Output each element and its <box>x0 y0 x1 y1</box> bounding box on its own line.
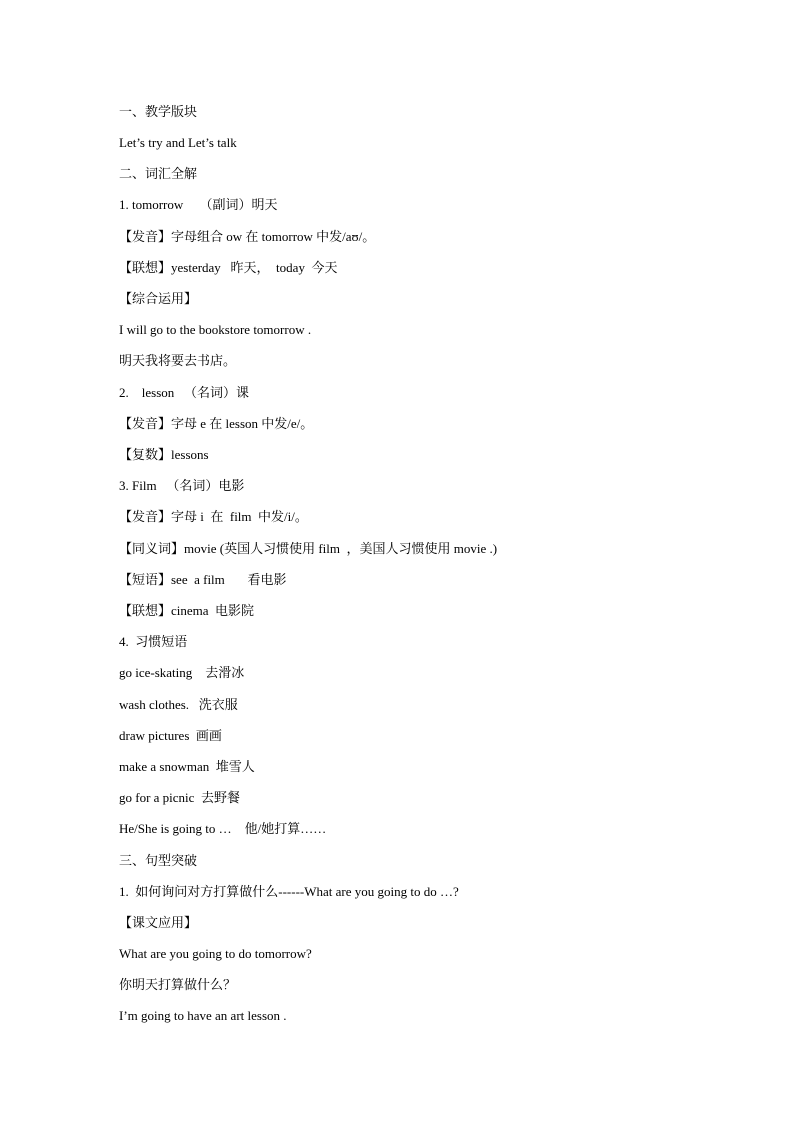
synonym-film: 【同义词】movie (英国人习惯使用 film ，美国人习惯使用 movie .) <box>119 541 498 556</box>
phrase-film: 【短语】see a film 看电影 <box>119 572 287 587</box>
association-film: 【联想】cinema 电影院 <box>119 603 255 618</box>
section-heading-teaching-block: 一、教学版块 <box>119 104 198 119</box>
pronunciation-film: 【发音】字母 i 在 film 中发/i/。 <box>119 509 308 524</box>
usage-heading: 【综合运用】 <box>119 291 198 306</box>
phrase-picnic: go for a picnic 去野餐 <box>119 790 240 805</box>
pronunciation-lesson: 【发音】字母 e 在 lesson 中发/e/。 <box>119 416 314 431</box>
vocab-film: 3. Film （名词）电影 <box>119 478 245 493</box>
example-sentence-zh: 明天我将要去书店。 <box>119 353 237 368</box>
phrase-ice-skating: go ice-skating 去滑冰 <box>119 665 245 680</box>
vocab-tomorrow: 1. tomorrow （副词）明天 <box>119 197 278 212</box>
association-tomorrow: 【联想】yesterday 昨天， today 今天 <box>119 260 338 275</box>
pronunciation-tomorrow: 【发音】字母组合 ow 在 tomorrow 中发/aʊ/。 <box>119 229 376 244</box>
section-heading-sentences: 三、句型突破 <box>119 853 198 868</box>
plural-lesson: 【复数】lessons <box>119 447 209 462</box>
sentence-pattern-1: 1. 如何询问对方打算做什么------What are you going to do …? <box>119 884 459 899</box>
question-en: What are you going to do tomorrow? <box>119 946 312 961</box>
phrase-make-snowman: make a snowman 堆雪人 <box>119 759 255 774</box>
example-sentence-en: I will go to the bookstore tomorrow . <box>119 322 312 337</box>
question-zh: 你明天打算做什么？ <box>119 977 237 992</box>
vocab-lesson: 2. lesson （名词）课 <box>119 385 250 400</box>
phrase-going-to: He/She is going to … 他/她打算…… <box>119 821 327 836</box>
answer-en: I’m going to have an art lesson . <box>119 1008 287 1023</box>
phrase-draw-pictures: draw pictures 画画 <box>119 728 222 743</box>
text-application-heading: 【课文应用】 <box>119 915 198 930</box>
vocab-phrases-heading: 4. 习惯短语 <box>119 634 188 649</box>
lesson-title: Let’s try and Let’s talk <box>119 135 237 150</box>
phrase-wash-clothes: wash clothes. 洗衣服 <box>119 697 238 712</box>
section-heading-vocabulary: 二、词汇全解 <box>119 166 198 181</box>
